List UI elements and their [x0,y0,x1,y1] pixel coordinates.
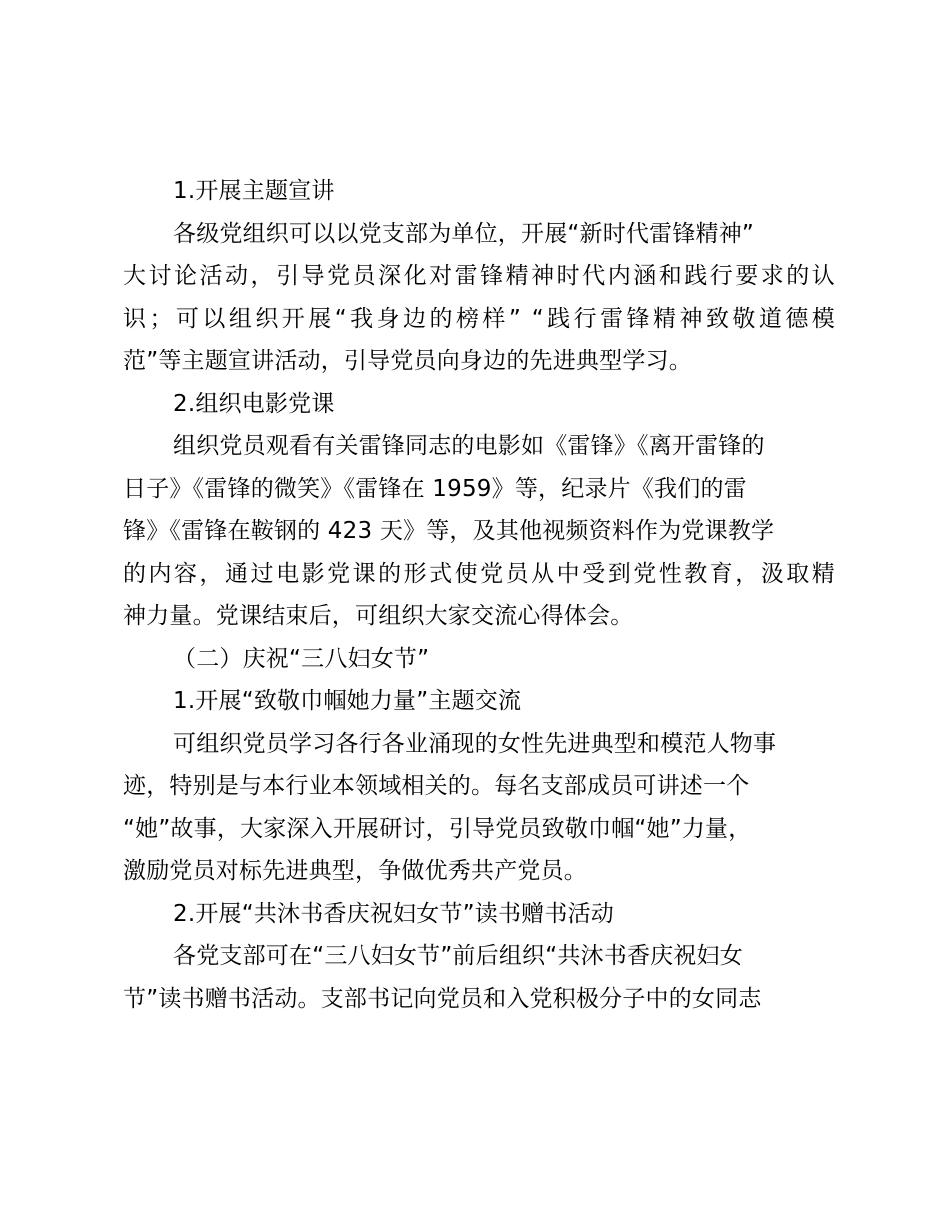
paragraph-line: 激励党员对标先进典型，争做优秀共产党员。 [123,858,587,884]
paragraph-line: 日子》《雷锋的微笑》《雷锋在 1959》等，纪录片《我们的雷 [123,475,747,502]
paragraph-line: 迹，特别是与本行业本领域相关的。每名支部成员可讲述一个 [123,773,750,799]
paragraph-line: 节”读书赠书活动。支部书记向党员和入党积极分子中的女同志 [123,985,762,1012]
paragraph-line: 识；可以组织开展“我身边的榜样” “践行雷锋精神致敬道德模 [123,305,835,332]
subheading-tribute-exchange: 1.开展“致敬巾帼她力量”主题交流 [173,688,522,714]
paragraph-line: 组织党员观看有关雷锋同志的电影如《雷锋》《离开雷锋的 [173,433,765,459]
paragraph-line: 可组织党员学习各行各业涌现的女性先进典型和模范人物事 [173,730,777,757]
paragraph-line: 各党支部可在“三八妇女节”前后组织“共沐书香庆祝妇女 [173,943,743,969]
subheading-theme-lecture: 1.开展主题宣讲 [173,178,335,204]
paragraph-line: 范”等主题宣讲活动，引导党员向身边的先进典型学习。 [123,348,692,374]
subheading-film-lesson: 2.组织电影党课 [173,390,335,417]
paragraph-line: 各级党组织可以以党支部为单位，开展“新时代雷锋精神” [173,220,755,247]
paragraph-line: 锋》《雷锋在鞍钢的 423 天》等，及其他视频资料作为党课教学 [123,518,775,544]
document-body [123,170,835,1020]
paragraph-line: 神力量。党课结束后，可组织大家交流心得体会。 [123,603,634,629]
subheading-reading-activity: 2.开展“共沐书香庆祝妇女节”读书赠书活动 [173,900,614,927]
paragraph-line: 大讨论活动，引导党员深化对雷锋精神时代内涵和践行要求的认 [123,263,835,289]
paragraph-line: “她”故事，大家深入开展研讨，引导党员致敬巾帼“她”力量， [123,815,752,842]
section-heading-womens-day: （二）庆祝“三八妇女节” [173,645,430,672]
paragraph-line: 的内容，通过电影党课的形式使党员从中受到党性教育，汲取精 [123,560,835,587]
